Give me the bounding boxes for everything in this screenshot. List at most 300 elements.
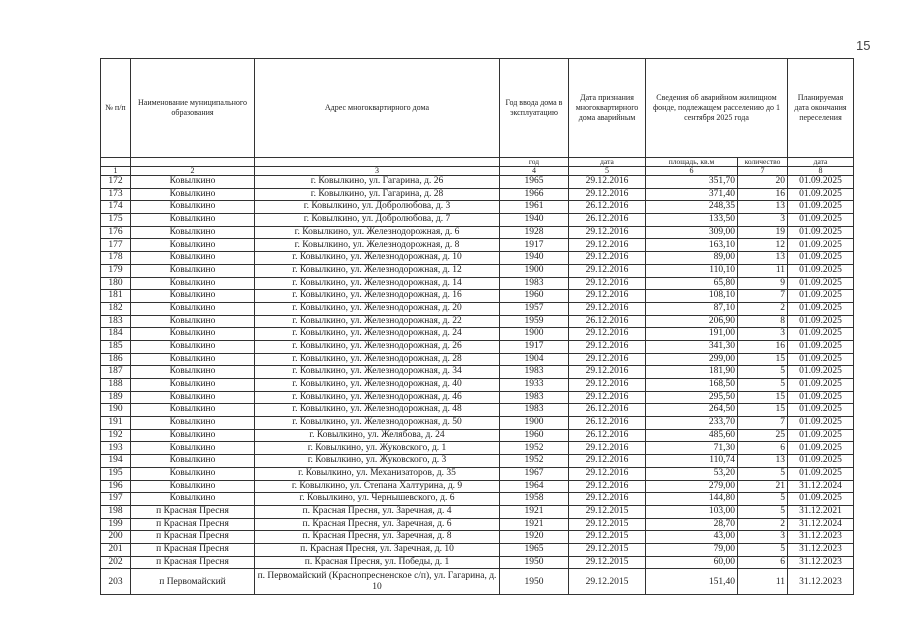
end-date-cell: 01.09.2025	[788, 188, 854, 201]
quantity-cell: 21	[738, 480, 788, 493]
table-row	[101, 226, 854, 239]
end-date-cell: 01.09.2025	[788, 264, 854, 277]
row-number: 187	[101, 366, 131, 379]
area-cell: 53,20	[646, 467, 738, 480]
emergency-date-cell: 26.12.2016	[569, 315, 646, 328]
table-row	[101, 480, 854, 493]
end-date-cell: 01.09.2025	[788, 277, 854, 290]
row-number: 195	[101, 467, 131, 480]
emergency-date-cell: 29.12.2015	[569, 531, 646, 544]
quantity-cell: 15	[738, 391, 788, 404]
year-cell: 1957	[500, 302, 569, 315]
quantity-cell: 25	[738, 429, 788, 442]
emergency-housing-table	[100, 58, 854, 595]
quantity-cell: 13	[738, 252, 788, 265]
emergency-date-cell: 29.12.2016	[569, 302, 646, 315]
area-cell: 299,00	[646, 353, 738, 366]
end-date-cell: 01.09.2025	[788, 391, 854, 404]
area-cell: 65,80	[646, 277, 738, 290]
row-number: 185	[101, 340, 131, 353]
area-cell: 110,74	[646, 455, 738, 468]
quantity-cell: 13	[738, 201, 788, 214]
subheader-end-date: дата	[788, 158, 854, 167]
table-body	[101, 176, 854, 595]
municipality-cell: п Красная Пресня	[131, 543, 255, 556]
table-row	[101, 239, 854, 252]
municipality-cell: п Красная Пресня	[131, 505, 255, 518]
year-cell: 1983	[500, 366, 569, 379]
address-cell: г. Ковылкино, ул. Степана Халтурина, д. 9	[255, 480, 500, 493]
table-row	[101, 353, 854, 366]
row-number: 186	[101, 353, 131, 366]
municipality-cell: Ковылкино	[131, 429, 255, 442]
municipality-cell: Ковылкино	[131, 366, 255, 379]
table-row	[101, 340, 854, 353]
table-row	[101, 214, 854, 227]
row-number: 201	[101, 543, 131, 556]
emergency-date-cell: 29.12.2016	[569, 442, 646, 455]
area-cell: 110,10	[646, 264, 738, 277]
table-row	[101, 543, 854, 556]
address-cell: г. Ковылкино, ул. Механизаторов, д. 35	[255, 467, 500, 480]
page-number: 15	[856, 38, 871, 53]
table-row	[101, 328, 854, 341]
address-cell: г. Ковылкино, ул. Железнодорожная, д. 24	[255, 328, 500, 341]
address-cell: г. Ковылкино, ул. Жуковского, д. 1	[255, 442, 500, 455]
emergency-date-cell: 29.12.2016	[569, 252, 646, 265]
municipality-cell: Ковылкино	[131, 391, 255, 404]
row-number: 175	[101, 214, 131, 227]
table-header	[101, 59, 854, 176]
row-number: 173	[101, 188, 131, 201]
address-cell: г. Ковылкино, ул. Железнодорожная, д. 20	[255, 302, 500, 315]
quantity-cell: 7	[738, 417, 788, 430]
row-number: 188	[101, 379, 131, 392]
emergency-date-cell: 29.12.2016	[569, 328, 646, 341]
end-date-cell: 01.09.2025	[788, 290, 854, 303]
address-cell: г. Ковылкино, ул. Железнодорожная, д. 8	[255, 239, 500, 252]
municipality-cell: Ковылкино	[131, 214, 255, 227]
quantity-cell: 11	[738, 264, 788, 277]
emergency-date-cell: 29.12.2015	[569, 556, 646, 569]
address-cell: г. Ковылкино, ул. Железнодорожная, д. 12	[255, 264, 500, 277]
address-cell: г. Ковылкино, ул. Железнодорожная, д. 50	[255, 417, 500, 430]
address-cell: г. Ковылкино, ул. Железнодорожная, д. 46	[255, 391, 500, 404]
row-number: 191	[101, 417, 131, 430]
year-cell: 1966	[500, 188, 569, 201]
year-cell: 1900	[500, 328, 569, 341]
area-cell: 103,00	[646, 505, 738, 518]
table-row	[101, 505, 854, 518]
end-date-cell: 31.12.2024	[788, 518, 854, 531]
area-cell: 264,50	[646, 404, 738, 417]
quantity-cell: 5	[738, 366, 788, 379]
end-date-cell: 01.09.2025	[788, 366, 854, 379]
table-row	[101, 379, 854, 392]
year-cell: 1960	[500, 290, 569, 303]
header-year-built: Год ввода дома в эксплуатацию	[500, 59, 569, 158]
table-row	[101, 493, 854, 506]
municipality-cell: Ковылкино	[131, 404, 255, 417]
end-date-cell: 01.09.2025	[788, 493, 854, 506]
subheader-empty	[131, 158, 255, 167]
area-cell: 371,40	[646, 188, 738, 201]
column-index: 4	[500, 167, 569, 176]
end-date-cell: 01.09.2025	[788, 201, 854, 214]
column-index: 2	[131, 167, 255, 176]
address-cell: п. Красная Пресня, ул. Победы, д. 1	[255, 556, 500, 569]
row-number: 183	[101, 315, 131, 328]
subheader-quantity: количество	[738, 158, 788, 167]
table-row	[101, 404, 854, 417]
municipality-cell: Ковылкино	[131, 480, 255, 493]
column-index: 7	[738, 167, 788, 176]
end-date-cell: 01.09.2025	[788, 353, 854, 366]
end-date-cell: 31.12.2024	[788, 480, 854, 493]
area-cell: 351,70	[646, 176, 738, 189]
municipality-cell: Ковылкино	[131, 176, 255, 189]
row-number: 179	[101, 264, 131, 277]
year-cell: 1964	[500, 480, 569, 493]
area-cell: 151,40	[646, 569, 738, 595]
emergency-date-cell: 29.12.2016	[569, 290, 646, 303]
row-number: 199	[101, 518, 131, 531]
table-row	[101, 531, 854, 544]
quantity-cell: 3	[738, 328, 788, 341]
address-cell: г. Ковылкино, ул. Гагарина, д. 26	[255, 176, 500, 189]
row-number: 181	[101, 290, 131, 303]
quantity-cell: 5	[738, 505, 788, 518]
quantity-cell: 13	[738, 455, 788, 468]
quantity-cell: 20	[738, 176, 788, 189]
table-row	[101, 467, 854, 480]
end-date-cell: 01.09.2025	[788, 455, 854, 468]
end-date-cell: 01.09.2025	[788, 226, 854, 239]
quantity-cell: 6	[738, 442, 788, 455]
end-date-cell: 31.12.2023	[788, 531, 854, 544]
table-row	[101, 302, 854, 315]
address-cell: г. Ковылкино, ул. Желябова, д. 24	[255, 429, 500, 442]
end-date-cell: 01.09.2025	[788, 252, 854, 265]
area-cell: 89,00	[646, 252, 738, 265]
row-number: 193	[101, 442, 131, 455]
end-date-cell: 01.09.2025	[788, 214, 854, 227]
row-number: 176	[101, 226, 131, 239]
year-cell: 1952	[500, 442, 569, 455]
emergency-date-cell: 29.12.2016	[569, 226, 646, 239]
address-cell: г. Ковылкино, ул. Железнодорожная, д. 16	[255, 290, 500, 303]
column-index: 5	[569, 167, 646, 176]
year-cell: 1965	[500, 176, 569, 189]
end-date-cell: 31.12.2021	[788, 505, 854, 518]
municipality-cell: п Красная Пресня	[131, 556, 255, 569]
quantity-cell: 8	[738, 315, 788, 328]
address-cell: г. Ковылкино, ул. Жуковского, д. 3	[255, 455, 500, 468]
area-cell: 60,00	[646, 556, 738, 569]
row-number: 197	[101, 493, 131, 506]
municipality-cell: Ковылкино	[131, 315, 255, 328]
end-date-cell: 01.09.2025	[788, 404, 854, 417]
address-cell: п. Красная Пресня, ул. Заречная, д. 4	[255, 505, 500, 518]
emergency-date-cell: 29.12.2015	[569, 543, 646, 556]
row-number: 189	[101, 391, 131, 404]
table-row	[101, 366, 854, 379]
end-date-cell: 01.09.2025	[788, 442, 854, 455]
emergency-date-cell: 29.12.2016	[569, 467, 646, 480]
area-cell: 295,50	[646, 391, 738, 404]
table-row	[101, 176, 854, 189]
municipality-cell: Ковылкино	[131, 302, 255, 315]
emergency-date-cell: 29.12.2016	[569, 176, 646, 189]
emergency-date-cell: 29.12.2016	[569, 455, 646, 468]
emergency-date-cell: 29.12.2016	[569, 480, 646, 493]
address-cell: г. Ковылкино, ул. Железнодорожная, д. 26	[255, 340, 500, 353]
row-number: 184	[101, 328, 131, 341]
end-date-cell: 01.09.2025	[788, 315, 854, 328]
area-cell: 79,00	[646, 543, 738, 556]
row-number: 203	[101, 569, 131, 595]
municipality-cell: Ковылкино	[131, 252, 255, 265]
year-cell: 1940	[500, 252, 569, 265]
area-cell: 341,30	[646, 340, 738, 353]
address-cell: п. Красная Пресня, ул. Заречная, д. 6	[255, 518, 500, 531]
address-cell: п. Красная Пресня, ул. Заречная, д. 8	[255, 531, 500, 544]
quantity-cell: 5	[738, 467, 788, 480]
end-date-cell: 01.09.2025	[788, 379, 854, 392]
year-cell: 1967	[500, 467, 569, 480]
municipality-cell: Ковылкино	[131, 379, 255, 392]
emergency-date-cell: 26.12.2016	[569, 214, 646, 227]
end-date-cell: 01.09.2025	[788, 176, 854, 189]
table-row	[101, 277, 854, 290]
quantity-cell: 6	[738, 556, 788, 569]
row-number: 190	[101, 404, 131, 417]
area-cell: 108,10	[646, 290, 738, 303]
row-number: 174	[101, 201, 131, 214]
year-cell: 1959	[500, 315, 569, 328]
municipality-cell: Ковылкино	[131, 442, 255, 455]
municipality-cell: Ковылкино	[131, 264, 255, 277]
quantity-cell: 3	[738, 214, 788, 227]
emergency-date-cell: 29.12.2016	[569, 340, 646, 353]
address-cell: г. Ковылкино, ул. Железнодорожная, д. 6	[255, 226, 500, 239]
year-cell: 1940	[500, 214, 569, 227]
emergency-date-cell: 29.12.2016	[569, 264, 646, 277]
emergency-date-cell: 29.12.2016	[569, 188, 646, 201]
emergency-date-cell: 29.12.2016	[569, 239, 646, 252]
year-cell: 1900	[500, 417, 569, 430]
address-cell: г. Ковылкино, ул. Гагарина, д. 28	[255, 188, 500, 201]
column-index: 1	[101, 167, 131, 176]
header-municipality: Наименование муниципального образования	[131, 59, 255, 158]
year-cell: 1917	[500, 239, 569, 252]
row-number: 172	[101, 176, 131, 189]
year-cell: 1983	[500, 391, 569, 404]
quantity-cell: 5	[738, 543, 788, 556]
municipality-cell: п Красная Пресня	[131, 518, 255, 531]
quantity-cell: 19	[738, 226, 788, 239]
table-row	[101, 252, 854, 265]
emergency-date-cell: 29.12.2016	[569, 379, 646, 392]
municipality-cell: Ковылкино	[131, 239, 255, 252]
row-number: 196	[101, 480, 131, 493]
municipality-cell: Ковылкино	[131, 290, 255, 303]
area-cell: 133,50	[646, 214, 738, 227]
table-row	[101, 315, 854, 328]
table-row	[101, 188, 854, 201]
row-number: 180	[101, 277, 131, 290]
municipality-cell: Ковылкино	[131, 188, 255, 201]
row-number: 202	[101, 556, 131, 569]
quantity-cell: 5	[738, 379, 788, 392]
area-cell: 168,50	[646, 379, 738, 392]
year-cell: 1921	[500, 518, 569, 531]
municipality-cell: Ковылкино	[131, 340, 255, 353]
address-cell: г. Ковылкино, ул. Железнодорожная, д. 14	[255, 277, 500, 290]
table-row	[101, 429, 854, 442]
area-cell: 71,30	[646, 442, 738, 455]
table-row	[101, 290, 854, 303]
row-number: 200	[101, 531, 131, 544]
emergency-date-cell: 26.12.2016	[569, 417, 646, 430]
row-number: 178	[101, 252, 131, 265]
table-row	[101, 391, 854, 404]
quantity-cell: 15	[738, 404, 788, 417]
emergency-date-cell: 29.12.2015	[569, 518, 646, 531]
area-cell: 181,90	[646, 366, 738, 379]
municipality-cell: п Первомайский	[131, 569, 255, 595]
municipality-cell: Ковылкино	[131, 201, 255, 214]
year-cell: 1950	[500, 569, 569, 595]
quantity-cell: 16	[738, 340, 788, 353]
quantity-cell: 11	[738, 569, 788, 595]
municipality-cell: п Красная Пресня	[131, 531, 255, 544]
municipality-cell: Ковылкино	[131, 328, 255, 341]
year-cell: 1958	[500, 493, 569, 506]
year-cell: 1920	[500, 531, 569, 544]
emergency-date-cell: 26.12.2016	[569, 201, 646, 214]
quantity-cell: 15	[738, 353, 788, 366]
header-address: Адрес многоквартирного дома	[255, 59, 500, 158]
municipality-cell: Ковылкино	[131, 455, 255, 468]
year-cell: 1983	[500, 277, 569, 290]
table-row	[101, 569, 854, 595]
row-number: 198	[101, 505, 131, 518]
municipality-cell: Ковылкино	[131, 226, 255, 239]
address-cell: г. Ковылкино, ул. Железнодорожная, д. 48	[255, 404, 500, 417]
emergency-date-cell: 26.12.2016	[569, 429, 646, 442]
end-date-cell: 01.09.2025	[788, 417, 854, 430]
emergency-date-cell: 29.12.2016	[569, 353, 646, 366]
municipality-cell: Ковылкино	[131, 467, 255, 480]
row-number: 177	[101, 239, 131, 252]
emergency-date-cell: 29.12.2016	[569, 366, 646, 379]
row-number: 194	[101, 455, 131, 468]
year-cell: 1950	[500, 556, 569, 569]
header-number: № п/п	[101, 59, 131, 158]
relocation-table-wrapper	[100, 58, 854, 595]
emergency-date-cell: 29.12.2016	[569, 493, 646, 506]
table-row	[101, 264, 854, 277]
area-cell: 233,70	[646, 417, 738, 430]
end-date-cell: 01.09.2025	[788, 429, 854, 442]
area-cell: 87,10	[646, 302, 738, 315]
area-cell: 163,10	[646, 239, 738, 252]
address-cell: г. Ковылкино, ул. Добролюбова, д. 7	[255, 214, 500, 227]
address-cell: г. Ковылкино, ул. Железнодорожная, д. 10	[255, 252, 500, 265]
address-cell: г. Ковылкино, ул. Железнодорожная, д. 40	[255, 379, 500, 392]
address-cell: г. Ковылкино, ул. Железнодорожная, д. 28	[255, 353, 500, 366]
column-index: 8	[788, 167, 854, 176]
quantity-cell: 12	[738, 239, 788, 252]
row-number: 192	[101, 429, 131, 442]
quantity-cell: 2	[738, 302, 788, 315]
row-number: 182	[101, 302, 131, 315]
quantity-cell: 7	[738, 290, 788, 303]
area-cell: 144,80	[646, 493, 738, 506]
subheader-date: дата	[569, 158, 646, 167]
emergency-date-cell: 29.12.2016	[569, 277, 646, 290]
year-cell: 1961	[500, 201, 569, 214]
table-row	[101, 556, 854, 569]
emergency-date-cell: 29.12.2015	[569, 505, 646, 518]
end-date-cell: 01.09.2025	[788, 340, 854, 353]
subheader-area: площадь, кв.м	[646, 158, 738, 167]
quantity-cell: 16	[738, 188, 788, 201]
table-row	[101, 417, 854, 430]
area-cell: 28,70	[646, 518, 738, 531]
address-cell: г. Ковылкино, ул. Железнодорожная, д. 22	[255, 315, 500, 328]
subheader-year: год	[500, 158, 569, 167]
year-cell: 1928	[500, 226, 569, 239]
municipality-cell: Ковылкино	[131, 277, 255, 290]
end-date-cell: 31.12.2023	[788, 543, 854, 556]
municipality-cell: Ковылкино	[131, 493, 255, 506]
end-date-cell: 01.09.2025	[788, 328, 854, 341]
year-cell: 1933	[500, 379, 569, 392]
quantity-cell: 2	[738, 518, 788, 531]
emergency-date-cell: 29.12.2016	[569, 391, 646, 404]
column-index: 6	[646, 167, 738, 176]
emergency-date-cell: 29.12.2015	[569, 569, 646, 595]
header-planned-end-date: Планируемая дата окончания переселения	[788, 59, 854, 158]
table-row	[101, 518, 854, 531]
address-cell: г. Ковылкино, ул. Железнодорожная, д. 34	[255, 366, 500, 379]
table-row	[101, 201, 854, 214]
year-cell: 1904	[500, 353, 569, 366]
area-cell: 191,00	[646, 328, 738, 341]
end-date-cell: 01.09.2025	[788, 467, 854, 480]
header-emergency-date: Дата признания многоквартирного дома аварийным	[569, 59, 646, 158]
subheader-empty	[101, 158, 131, 167]
municipality-cell: Ковылкино	[131, 417, 255, 430]
address-cell: г. Ковылкино, ул. Чернышевского, д. 6	[255, 493, 500, 506]
year-cell: 1917	[500, 340, 569, 353]
end-date-cell: 01.09.2025	[788, 302, 854, 315]
area-cell: 248,35	[646, 201, 738, 214]
municipality-cell: Ковылкино	[131, 353, 255, 366]
area-cell: 43,00	[646, 531, 738, 544]
quantity-cell: 9	[738, 277, 788, 290]
quantity-cell: 3	[738, 531, 788, 544]
year-cell: 1960	[500, 429, 569, 442]
emergency-date-cell: 26.12.2016	[569, 404, 646, 417]
year-cell: 1952	[500, 455, 569, 468]
year-cell: 1921	[500, 505, 569, 518]
area-cell: 309,00	[646, 226, 738, 239]
area-cell: 279,00	[646, 480, 738, 493]
end-date-cell: 31.12.2023	[788, 569, 854, 595]
